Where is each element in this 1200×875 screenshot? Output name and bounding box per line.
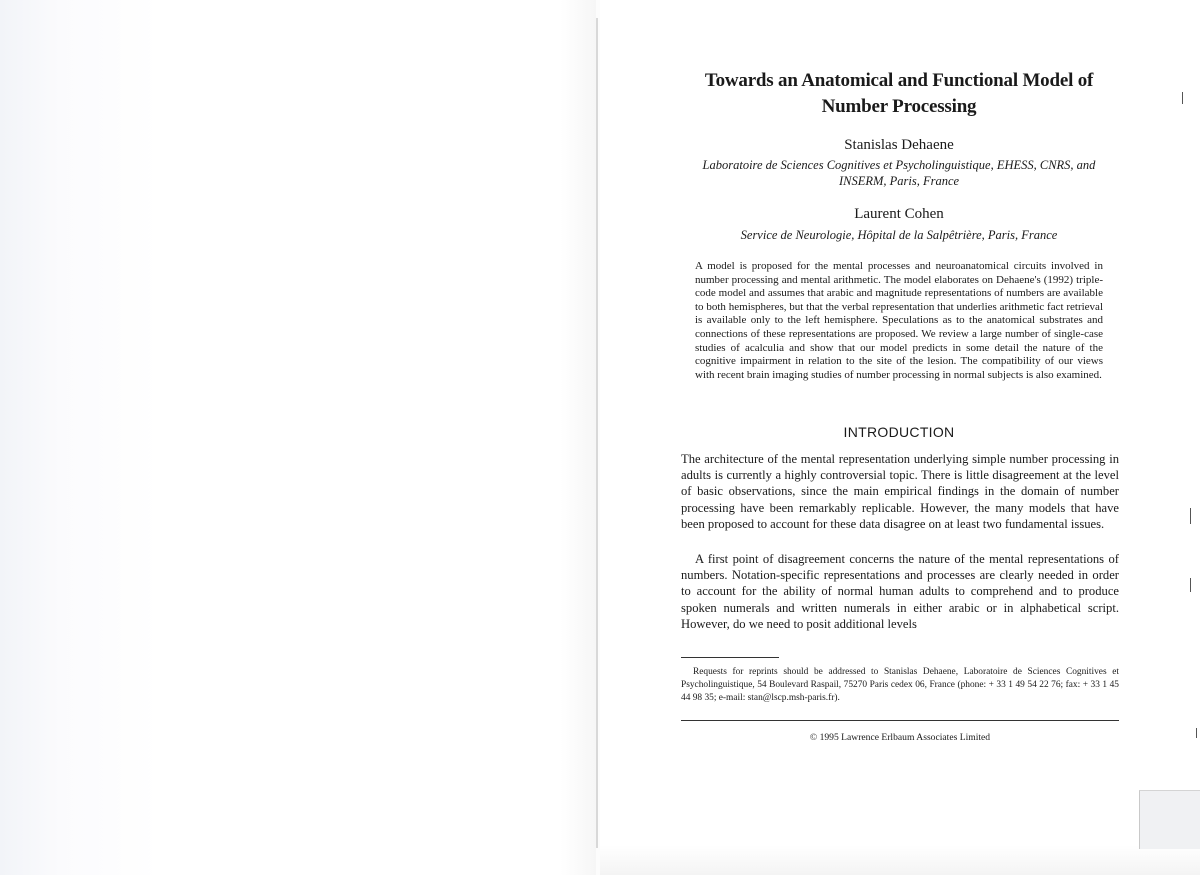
- edge-mark: [1190, 508, 1191, 524]
- section-heading-introduction: INTRODUCTION: [843, 424, 955, 440]
- author-name-cohen: Laurent Cohen: [854, 206, 944, 222]
- page-corner-fold: [1139, 790, 1200, 849]
- affiliation-line-2: INSERM, Paris, France: [838, 174, 960, 188]
- article-title: [660, 68, 1138, 120]
- edge-mark: [1196, 728, 1197, 738]
- edge-mark: [1182, 92, 1183, 104]
- abstract-text: A model is proposed for the mental processes and neuroanatomical circuits involved in number processing and mental arithmetic. The model elaborates on Dehaene's (1992) triple-code model and assumes that arabic and magnitude representations of numbers are available to both hemispheres, but that the verbal representation that underlies arithmetic fact retrieval is available only to the left hemisphere. Speculations as to the anatomical substrates and connections of these representations are proposed. We review a large number of single-case studies of acalculia and show that our model predicts in some detail the nature of the cognitive impairment in relation to the site of the lesion. The compatibility of our views with recent brain imaging studies of number processing in normal subjects is also examined.: [695, 260, 1103, 381]
- author-affiliation-cohen: Service de Neurologie, Hôpital de la Salpêtrière, Paris, France: [740, 228, 1058, 242]
- edge-mark: [1190, 578, 1191, 592]
- author-name-dehaene: Stanislas Dehaene: [844, 137, 954, 153]
- title-line-2: Number Processing: [821, 96, 977, 117]
- footnote-divider: [681, 657, 779, 658]
- book-gutter: [596, 18, 598, 848]
- copyright-divider: [681, 720, 1119, 721]
- affiliation-line-1: Laboratoire de Sciences Cognitives et Psycholinguistique, EHESS, CNRS, and: [702, 158, 1096, 172]
- left-blank-page: [0, 0, 596, 875]
- copyright-notice: © 1995 Lawrence Erlbaum Associates Limited: [809, 732, 991, 743]
- body-paragraph-2: A first point of disagreement concerns the nature of the mental representations of numbers. Notation-specific representations and processes are clearly needed in order to account for the ability of normal human adults to comprehend and to produce spoken numerals and written numerals in either arabic or in alphabetical script. However, do we need to posit additional levels: [681, 552, 1119, 631]
- page-bottom-shadow: [600, 845, 1200, 875]
- author-affiliation-dehaene: [670, 157, 1128, 189]
- correspondence-footnote: Requests for reprints should be addressed to Stanislas Dehaene, Laboratoire de Sciences Cognitives et Psycholinguistique, 54 Boulevard Raspail, 75270 Paris cedex 06, France (phone: + 33 1 49 54 22 76; fax: + 33 1 45 44 98 35; e-mail: stan@lscp.msh-paris.fr).: [681, 667, 1119, 703]
- title-line-1: Towards an Anatomical and Functional Model of: [704, 70, 1094, 91]
- body-paragraph-1: The architecture of the mental representation underlying simple number processing in adults is currently a highly controversial topic. There is little disagreement at the level of basic observations, since the main empirical findings in the domain of number processing have been remarkably replicable. However, the many models that have been proposed to account for these data disagree on at least two fundamental issues.: [681, 452, 1119, 531]
